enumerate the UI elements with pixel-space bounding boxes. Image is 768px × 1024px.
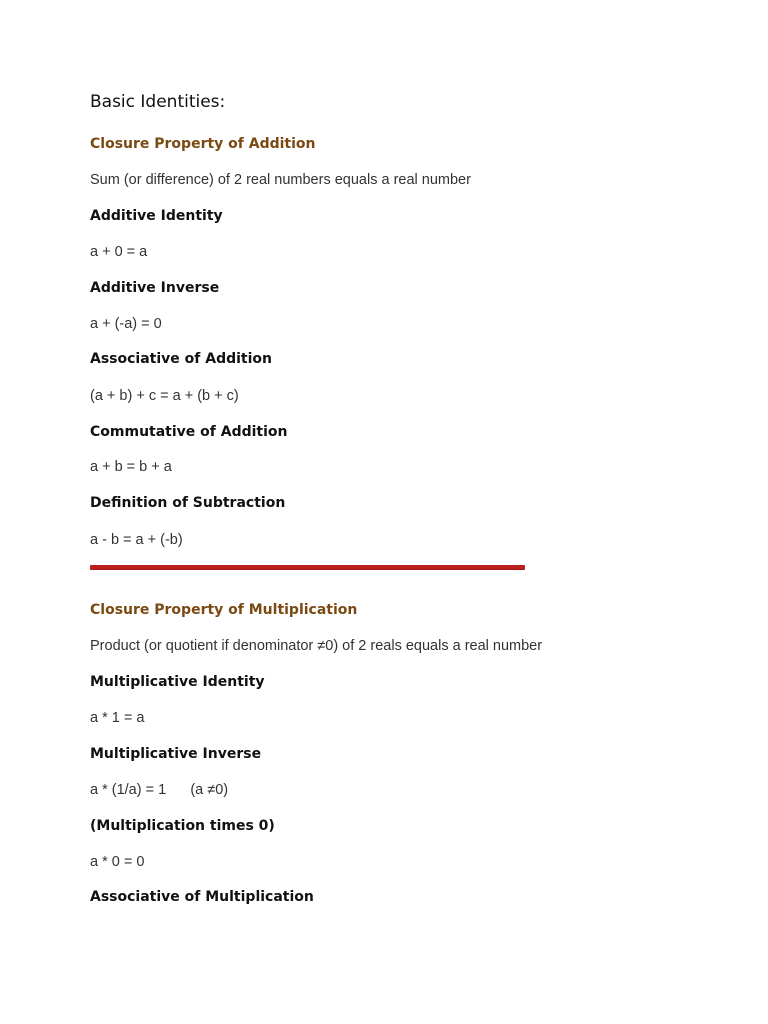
identity-label: Associative of Multiplication (90, 889, 314, 905)
identity-formula: a + (-a) = 0 (90, 316, 162, 332)
identity-label: Additive Inverse (90, 280, 220, 296)
closure-multiplication-text: Product (or quotient if denominator ≠0) of 2 reals equals a real number (90, 638, 543, 654)
identity-formula: a - b = a + (-b) (90, 532, 183, 548)
identity-label: Commutative of Addition (90, 424, 288, 440)
identity-label: Multiplicative Inverse (90, 746, 262, 762)
identity-formula: a * 1 = a (90, 710, 145, 726)
section-divider (90, 565, 525, 570)
identity-label: Additive Identity (90, 208, 223, 224)
identity-label: Multiplicative Identity (90, 674, 265, 690)
identity-formula: (a + b) + c = a + (b + c) (90, 388, 239, 404)
section-heading-closure-addition: Closure Property of Addition (90, 136, 316, 152)
page-title: Basic Identities: (90, 92, 226, 112)
closure-addition-text: Sum (or difference) of 2 real numbers equals a real number (90, 172, 471, 188)
identity-formula: a * (1/a) = 1 (a ≠0) (90, 782, 229, 798)
identity-label: Definition of Subtraction (90, 495, 286, 511)
identity-label: Associative of Addition (90, 351, 272, 367)
identity-formula: a + b = b + a (90, 459, 172, 475)
identity-label: (Multiplication times 0) (90, 818, 275, 834)
section-heading-closure-multiplication: Closure Property of Multiplication (90, 602, 358, 618)
identity-formula: a + 0 = a (90, 244, 148, 260)
identity-formula: a * 0 = 0 (90, 854, 145, 870)
